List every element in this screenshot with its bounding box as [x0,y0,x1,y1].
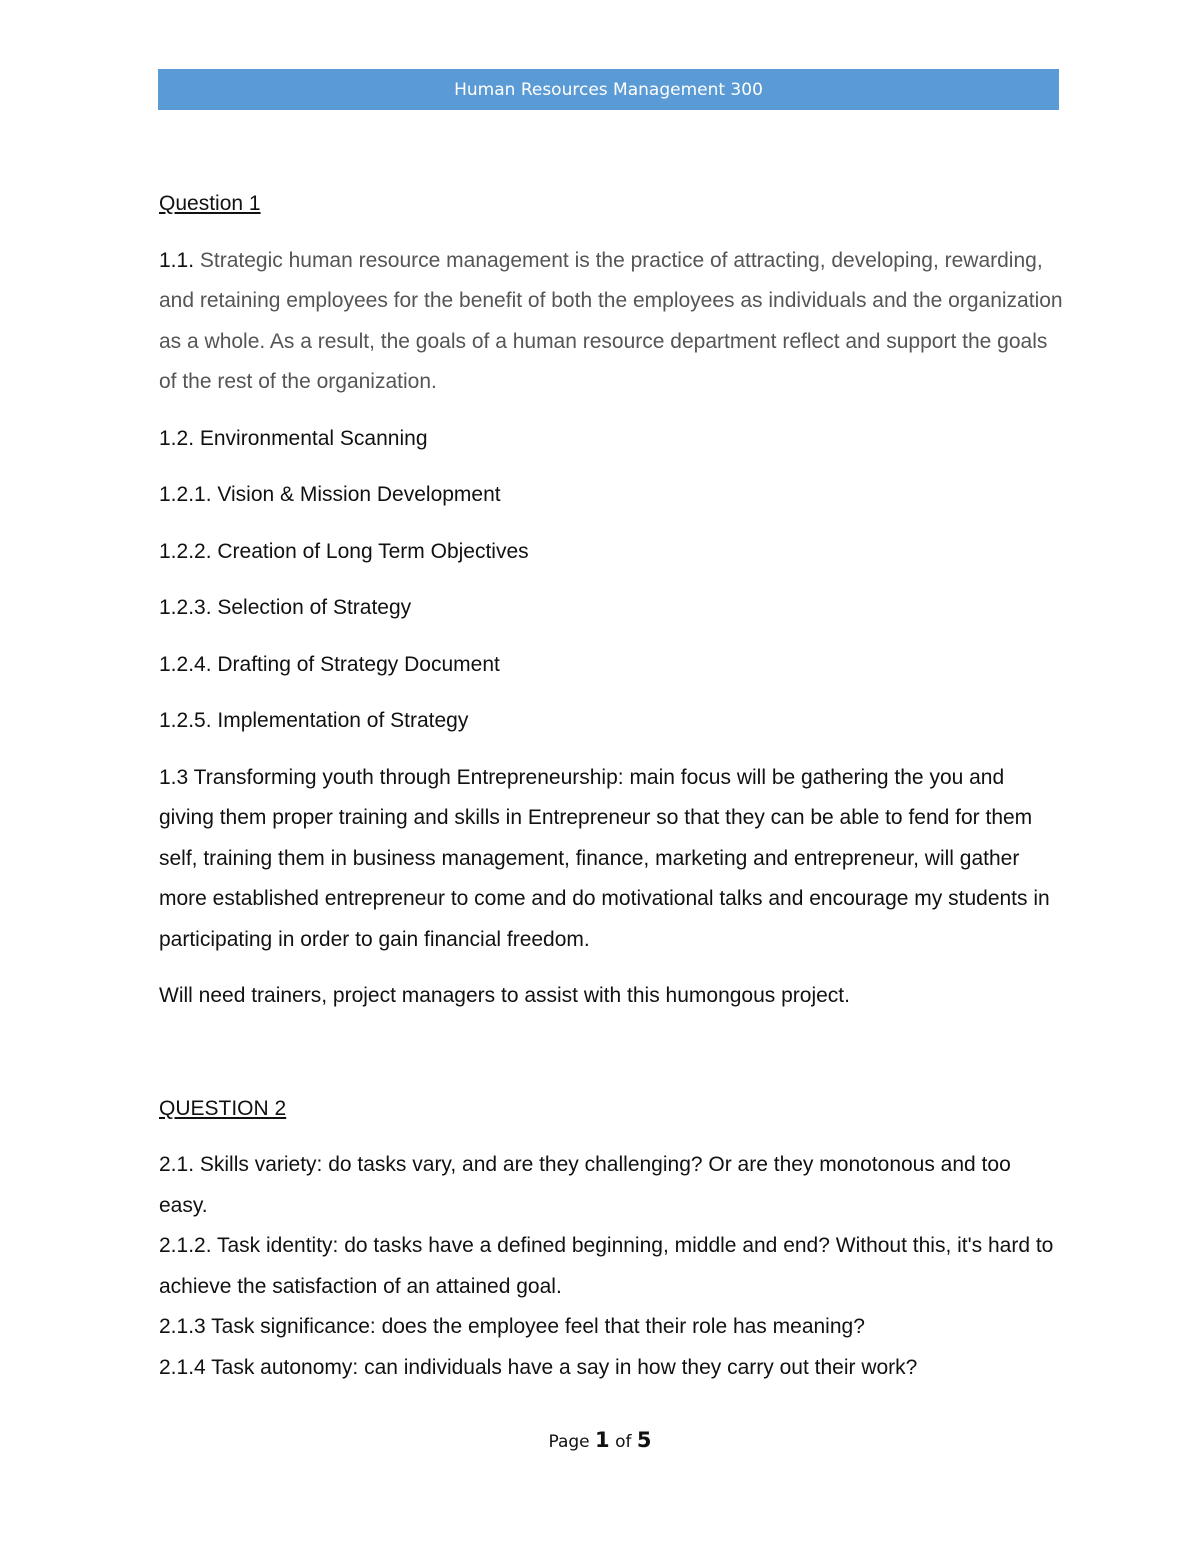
paragraph-1-2-3: 1.2.3. Selection of Strategy [159,596,412,619]
paragraph-1-1 [159,241,1064,403]
page-label: Page [548,1432,596,1452]
total-pages-number: 5 [636,1428,652,1452]
paragraph-1-2-1: 1.2.1. Vision & Mission Development [159,483,501,506]
page-footer [0,1428,1200,1452]
of-label: of [609,1432,637,1452]
paragraph-1-4: Will need trainers, project managers to assist with this humongous project. [159,984,850,1007]
current-page-number: 1 [595,1428,610,1452]
paragraph-1-1-text: Strategic human resource management is the practice of attracting, developing, rewarding, and retaining employees for the benefit of both the employees as individuals and the organization as a whole. As a result, the goals of a human resource department reflect and support the goals of the rest of the organization. [159,248,1063,393]
paragraph-1-1-number: 1.1. [159,248,200,272]
document-header [158,69,1059,110]
document-body [159,184,1064,1388]
question-1-heading: Question 1 [159,192,261,215]
paragraph-1-3: 1.3 Transforming youth through Entrepreneurship: main focus will be gathering the you and giving them proper training and skills in Entrepreneur so that they can be able to fend for them self, training them in business management, finance, marketing and entrepreneur, will gather more established entrepreneur to come and do motivational talks and encourage my students in participating in order to gain financial freedom. [159,765,1050,951]
paragraph-2-1-3: 2.1.3 Task significance: does the employee feel that their role has meaning? [159,1315,865,1338]
paragraph-1-2: 1.2. Environmental Scanning [159,426,428,450]
paragraph-1-2-2: 1.2.2. Creation of Long Term Objectives [159,539,529,563]
paragraph-1-2-5: 1.2.5. Implementation of Strategy [159,709,469,732]
question-2-heading: QUESTION 2 [159,1096,287,1120]
paragraph-2-1-4: 2.1.4 Task autonomy: can individuals have a say in how they carry out their work? [159,1355,918,1379]
section-spacer [159,1033,1064,1089]
paragraph-2-1-2: 2.1.2. Task identity: do tasks have a defined beginning, middle and end? Without this, it's hard to achieve the satisfaction of an attained goal. [159,1234,1054,1298]
paragraph-1-2-4: 1.2.4. Drafting of Strategy Document [159,652,500,676]
header-title: Human Resources Management 300 [454,79,763,100]
paragraph-2-1: 2.1. Skills variety: do tasks vary, and are they challenging? Or are they monotonous and too easy. [159,1153,1011,1217]
